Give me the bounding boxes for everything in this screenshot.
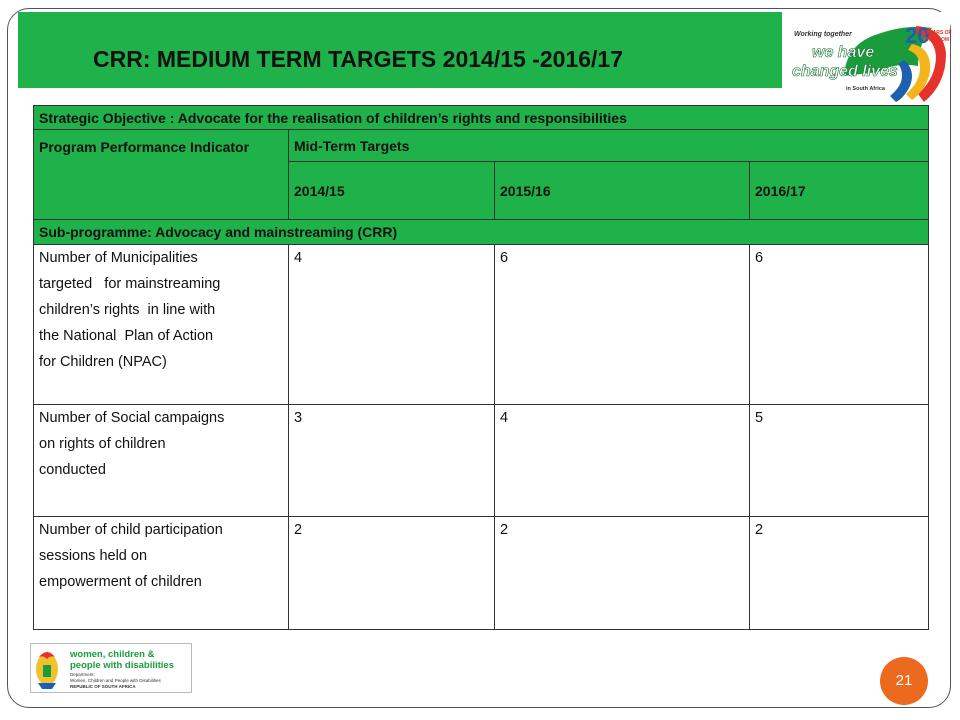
- target-value: 2: [750, 517, 929, 630]
- targets-table: [33, 105, 929, 630]
- logo-text-we-have: we have: [812, 44, 875, 61]
- header-indicator-label: Program Performance Indicator: [39, 139, 250, 155]
- department-logo: [30, 643, 192, 693]
- indicator-cell: [34, 517, 289, 630]
- table-row: [34, 245, 929, 405]
- header-year-2: 2015/16: [495, 162, 750, 220]
- dept-name-line2: people with disabilities: [70, 660, 174, 671]
- strategic-objective-row: Strategic Objective : Advocate for the realisation of children’s rights and responsibilities: [34, 106, 929, 130]
- indicator-line: on rights of children: [39, 436, 166, 452]
- target-value: 6: [495, 245, 750, 405]
- dept-sub2: Women, Children and People with Disabilities: [70, 678, 161, 683]
- header-indicator: [34, 130, 289, 220]
- subprogramme-row: Sub-programme: Advocacy and mainstreaming (CRR): [34, 220, 929, 245]
- target-value: 4: [495, 405, 750, 517]
- indicator-cell: [34, 245, 289, 405]
- twenty-years-freedom-logo: [786, 14, 952, 114]
- svg-text:YEARS OF: YEARS OF: [926, 30, 952, 36]
- dept-sub1: Department:: [70, 672, 95, 677]
- svg-text:FREEDOM: FREEDOM: [924, 37, 949, 43]
- indicator-cell: [34, 405, 289, 517]
- target-value: 2: [495, 517, 750, 630]
- indicator-line: sessions held on: [39, 548, 148, 564]
- dept-name-line1: women, children &: [70, 649, 155, 660]
- indicator-line: children’s rights in line with: [39, 302, 216, 318]
- dept-sub3: REPUBLIC OF SOUTH AFRICA: [70, 684, 136, 689]
- indicator-line: Number of child participation: [39, 522, 223, 538]
- indicator-line: Number of Municipalities: [39, 250, 198, 266]
- logo-text-changed-lives: changed lives: [792, 63, 898, 80]
- indicator-line: for Children (NPAC): [39, 354, 167, 370]
- header-year-1: 2014/15: [289, 162, 495, 220]
- indicator-line: Number of Social campaigns: [39, 410, 225, 426]
- svg-text:20: 20: [905, 23, 930, 48]
- table-row: [34, 405, 929, 517]
- header-mid-term-targets: Mid-Term Targets: [289, 130, 929, 162]
- target-value: 2: [289, 517, 495, 630]
- logo-text-working-together: Working together: [794, 31, 852, 38]
- target-value: 3: [289, 405, 495, 517]
- header-year-3: 2016/17: [750, 162, 929, 220]
- logo-text-in-south-africa: in South Africa: [846, 86, 885, 92]
- indicator-line: conducted: [39, 462, 106, 478]
- slide-title: CRR: MEDIUM TERM TARGETS 2014/15 -2016/17: [93, 46, 623, 72]
- target-value: 4: [289, 245, 495, 405]
- indicator-line: empowerment of children: [39, 574, 202, 590]
- indicator-line: the National Plan of Action: [39, 328, 214, 344]
- target-value: 6: [750, 245, 929, 405]
- table-row: [34, 517, 929, 630]
- target-value: 5: [750, 405, 929, 517]
- page-number-badge: 21: [880, 657, 928, 705]
- indicator-line: targeted for mainstreaming: [39, 276, 221, 292]
